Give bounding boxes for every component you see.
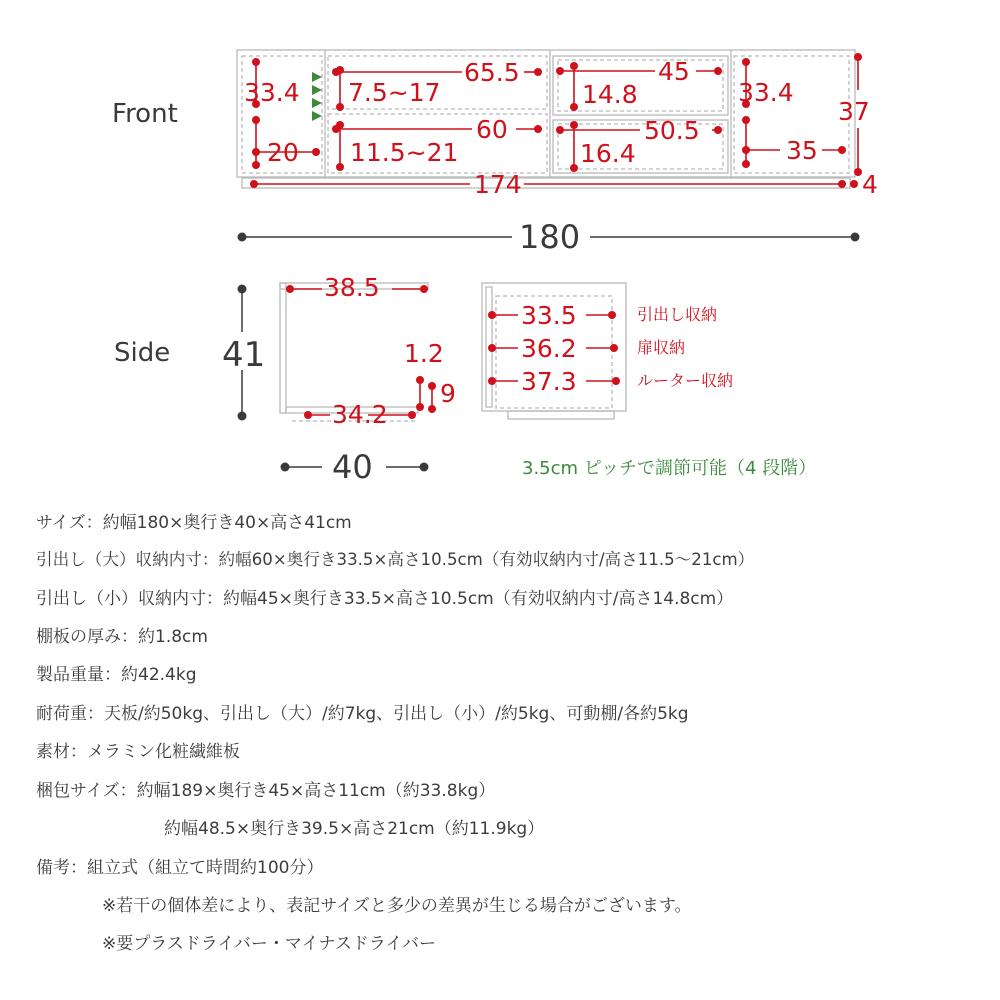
- legend-router: ルーター収納: [637, 371, 734, 390]
- side-legend: [637, 305, 733, 390]
- dim-drawer-small-inner-width: 50.5: [644, 116, 700, 145]
- dim-side-height: 41: [222, 335, 266, 375]
- spec-size: サイズ：約幅180×奥行き40×高さ41cm: [36, 513, 352, 533]
- dim-adjust-range-top: 7.5~17: [348, 78, 441, 107]
- spec-package-2: 約幅48.5×奥行き39.5×高さ21cm（約11.9kg）: [164, 819, 545, 839]
- dim-base-width: 174: [474, 170, 522, 199]
- dim-door-depth: 36.2: [521, 334, 577, 363]
- dim-adjust-range-bottom: 11.5~21: [350, 138, 459, 167]
- dim-panel-thickness: 1.2: [404, 339, 444, 368]
- spec-notes: 備考：組立式（組立て時間約100分）: [36, 858, 324, 878]
- adjust-pitch-note: 3.5cm ピッチで調節可能（4 段階）: [522, 458, 817, 479]
- side-height: [222, 285, 265, 421]
- side-dimension-labels: [324, 273, 456, 429]
- spec-drawer-large: 引出し（大）収納内寸：約幅60×奥行き33.5×高さ10.5cm（有効収納内寸/高さ11.5～21cm）: [36, 550, 755, 569]
- dim-side-depth: 40: [332, 448, 373, 486]
- dim-router-depth: 37.3: [521, 367, 577, 396]
- side-interior-labels: [521, 301, 577, 396]
- spec-shelf-thickness: 棚板の厚み：約1.8cm: [36, 627, 208, 647]
- dim-left-bottom-width: 20: [267, 138, 299, 167]
- side-depth: [281, 448, 429, 486]
- spec-load-capacity: 耐荷重：天板/約50kg、引出し（大）/約7kg、引出し（小）/約5kg、可動棚/各約5kg: [36, 704, 689, 724]
- spec-note-variance: ※若干の個体差により、表記サイズと多少の差異が生じる場合がございます。: [102, 896, 692, 916]
- front-total-width: [238, 218, 860, 256]
- spec-note-tools: ※要プラスドライバー・マイナスドライバー: [102, 934, 437, 954]
- dim-right-width: 35: [786, 136, 818, 165]
- dim-drawer-small-height: 14.8: [582, 80, 638, 109]
- dim-base-height-side: 9: [440, 379, 456, 408]
- dim-drawer-depth: 33.5: [521, 301, 577, 330]
- dim-top-depth: 38.5: [324, 273, 380, 302]
- spec-weight: 製品重量：約42.4kg: [36, 665, 197, 685]
- dim-total-width: 180: [519, 218, 581, 256]
- adjust-arrows: [312, 72, 322, 121]
- dim-bottom-depth: 34.2: [332, 400, 388, 429]
- legend-drawer: 引出し収納: [637, 305, 718, 324]
- spec-material: 素材：メラミン化粧繊維板: [36, 742, 240, 762]
- legend-door: 扉収納: [637, 338, 686, 357]
- front-cabinet-outline: [237, 50, 855, 188]
- dim-total-height: 37: [838, 97, 870, 126]
- spec-package-1: 梱包サイズ：約幅189×奥行き45×高さ11cm（約33.8kg）: [36, 781, 496, 801]
- dim-right-height: 33.4: [738, 78, 794, 107]
- dim-drawer-small-width: 45: [658, 57, 690, 86]
- dim-drawer-large-inner-width: 60: [476, 115, 508, 144]
- dim-drawer-large-width: 65.5: [464, 58, 520, 87]
- spec-drawer-small: 引出し（小）収納内寸：約幅45×奥行き33.5×高さ10.5cm（有効収納内寸/高さ14.8cm）: [36, 589, 734, 609]
- dim-drawer-small-inner-height: 16.4: [580, 139, 636, 168]
- dim-left-height: 33.4: [244, 78, 300, 107]
- front-view-label: Front: [112, 99, 178, 129]
- dim-base-height: 4: [862, 170, 878, 199]
- side-view-label: Side: [114, 338, 171, 368]
